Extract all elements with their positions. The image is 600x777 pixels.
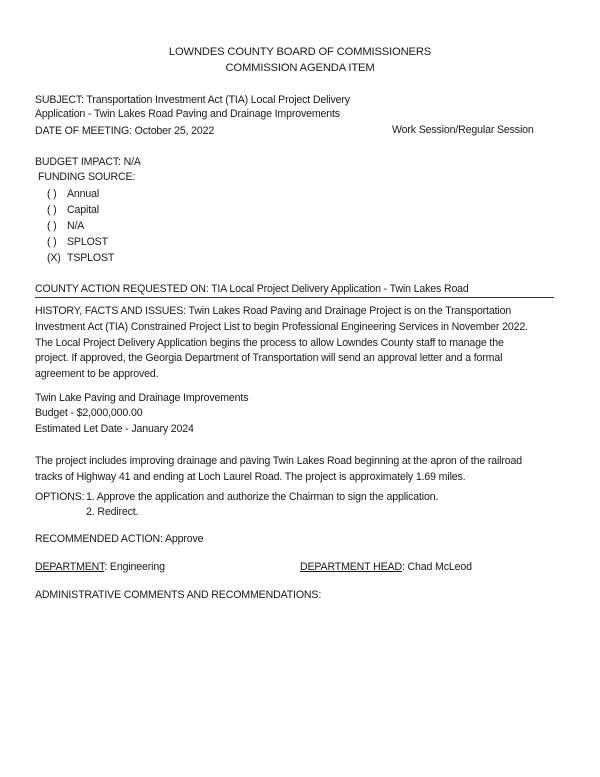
funding-item-capital [47, 203, 99, 217]
administrative-comments: ADMINISTRATIVE COMMENTS AND RECOMMENDATIONS: [35, 589, 322, 601]
funding-label: Annual [67, 188, 100, 200]
department-head [300, 560, 472, 574]
meeting-date: DATE OF MEETING: October 25, 2022 [35, 125, 215, 137]
recommended-action: RECOMMENDED ACTION: Approve [35, 533, 204, 545]
checkbox-mark: ( ) [47, 220, 57, 232]
funding-label: SPLOST [67, 236, 108, 248]
checkbox-mark: ( ) [47, 188, 57, 200]
funding-item-na [47, 219, 85, 233]
agenda-item-title: COMMISSION AGENDA ITEM [225, 62, 375, 74]
checkbox-mark: ( ) [47, 204, 57, 216]
funding-label: Capital [67, 204, 99, 216]
department-label: DEPARTMENT [35, 561, 105, 573]
funding-source-label: FUNDING SOURCE: [38, 171, 136, 183]
department [35, 560, 165, 574]
history-line: The Local Project Delivery Application begins the process to allow Lowndes County staff to manage the [35, 337, 504, 349]
funding-item-tsplost [47, 251, 115, 265]
project-let-date: Estimated Let Date - January 2024 [35, 423, 194, 435]
history-line: Investment Act (TIA) Constrained Project List to begin Professional Engineering Services in November 2022. [35, 321, 528, 333]
option-1: 1. Approve the application and authorize the Chairman to sign the application. [86, 491, 439, 503]
history-line: project. If approved, the Georgia Department of Transportation will send an approval letter and a formal [35, 352, 503, 364]
subject-line-1: SUBJECT: Transportation Investment Act (TIA) Local Project Delivery [35, 94, 350, 106]
budget-impact: BUDGET IMPACT: N/A [35, 156, 141, 168]
description-line: The project includes improving drainage and paving Twin Lakes Road beginning at the apron of the railroad [35, 455, 522, 467]
history-line: HISTORY, FACTS AND ISSUES: Twin Lakes Road Paving and Drainage Project is on the Transportation [35, 305, 512, 317]
options-label: OPTIONS: [35, 491, 85, 503]
description-line: tracks of Highway 41 and ending at Loch Laurel Road. The project is approximately 1.69 miles. [35, 471, 466, 483]
option-2: 2. Redirect. [86, 506, 139, 518]
divider [35, 297, 554, 298]
history-line: agreement to be approved. [35, 368, 159, 380]
checkbox-mark: (X) [47, 252, 61, 264]
checkbox-mark: ( ) [47, 236, 57, 248]
county-action-requested: COUNTY ACTION REQUESTED ON: TIA Local Project Delivery Application - Twin Lakes Road [35, 283, 469, 295]
funding-item-splost [47, 235, 108, 249]
department-value: : Engineering [104, 561, 165, 573]
funding-label: N/A [67, 220, 85, 232]
department-head-label: DEPARTMENT HEAD [300, 561, 402, 573]
session-type: Work Session/Regular Session [392, 124, 534, 136]
department-head-value: : Chad McLeod [401, 561, 472, 573]
project-name: Twin Lake Paving and Drainage Improvements [35, 392, 249, 404]
project-budget: Budget - $2,000,000.00 [35, 407, 143, 419]
funding-label: TSPLOST [67, 252, 115, 264]
board-title: LOWNDES COUNTY BOARD OF COMMISSIONERS [168, 46, 432, 58]
subject-line-2: Application - Twin Lakes Road Paving and Drainage Improvements [35, 108, 340, 120]
funding-item-annual [47, 187, 100, 201]
